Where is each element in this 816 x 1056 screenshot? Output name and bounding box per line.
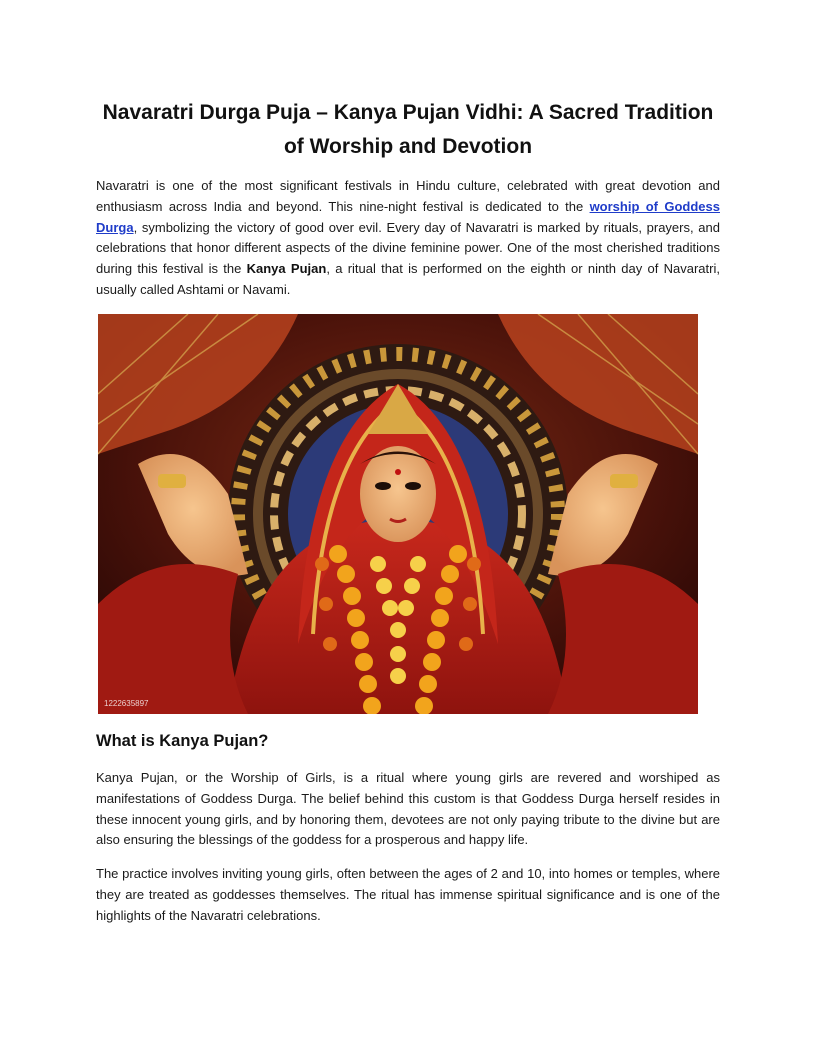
kanya-pujan-paragraph: Kanya Pujan, or the Worship of Girls, is a ritual where young girls are revered and worshiped as manifestations of Goddess Durga. The belief behind this custom is that Goddess Durga herself resides in these innocent young girls, and by honoring them, devotees are not only paying tribute to the divine but are also ensuring the blessings of the goddess for a prosperous and happy life. xyxy=(96,770,720,848)
intro-paragraph xyxy=(96,176,720,301)
image-watermark: 1222635897 xyxy=(104,699,149,708)
kanya-pujan-bold: Kanya Pujan xyxy=(246,261,327,277)
intro-text-2: , symbolizing the victory of good over evil. Every day of Navaratri is marked by rituals, prayers, and celebrations that honor different aspects of the divine feminine power. One of the most cherished traditions during this festival is the xyxy=(96,219,720,277)
page-title: Navaratri Durga Puja – Kanya Pujan Vidhi: A Sacred Tradition of Worship and Devotion xyxy=(102,101,714,158)
worship-durga-link[interactable]: worship of Goddess Durga xyxy=(96,198,720,235)
intro-text-1: Navaratri is one of the most significant festivals in Hindu culture, celebrated with great devotion and enthusiasm across India and beyond. This nine-night festival is dedicated to the xyxy=(96,178,720,214)
durga-idol-image xyxy=(98,314,698,714)
intro-text-3: , a ritual that is performed on the eighth or ninth day of Navaratri, usually called Ashtami or Navami. xyxy=(96,261,720,297)
durga-idol-illustration xyxy=(98,314,698,714)
practice-paragraph: The practice involves inviting young girls, often between the ages of 2 and 10, into homes or temples, where they are treated as goddesses themselves. The ritual has immense spiritual significance and is one of the highlights of the Navaratri celebrations. xyxy=(96,866,720,923)
section-heading: What is Kanya Pujan? xyxy=(96,732,269,750)
